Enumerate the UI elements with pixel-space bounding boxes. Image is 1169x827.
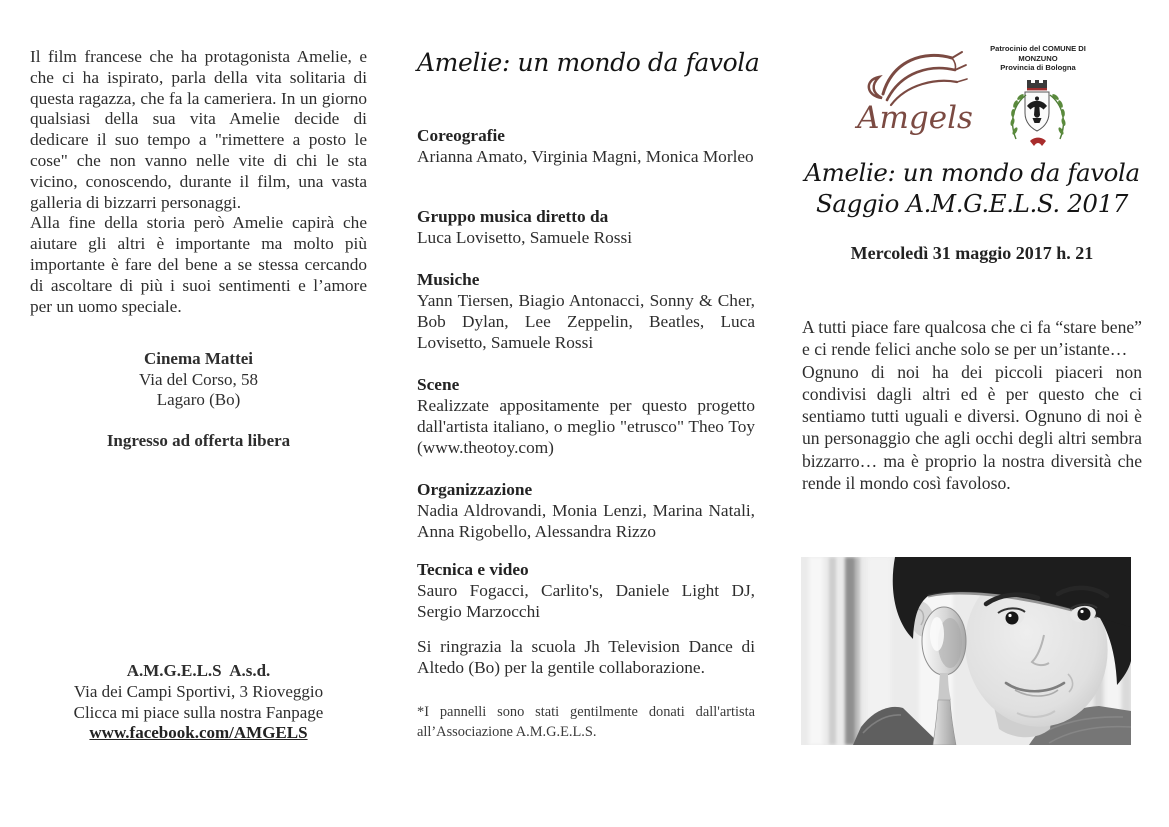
amgels-wing-icon: [852, 44, 978, 140]
section-body: Luca Lovisetto, Samuele Rossi: [417, 228, 633, 247]
patronage-line1: Patrocinio del COMUNE DI MONZUNO: [990, 44, 1086, 63]
venue-address: Via del Corso, 58: [139, 369, 258, 389]
section-heading: Musiche: [417, 270, 480, 289]
section-body: Nadia Aldrovandi, Monia Lenzi, Marina Natali, Anna Rigobello, Alessandra Rizzo: [417, 501, 755, 541]
center-panel: [417, 0, 760, 827]
panels-footnote: *I pannelli sono stati gentilmente donati dall'artista all’Associazione A.M.G.E.L.S.: [417, 704, 755, 740]
credits-section-coreografie: [417, 125, 755, 167]
event-title-line1: Amelie: un mondo da favola: [804, 158, 1140, 187]
amgels-logo-text: Amgels: [857, 100, 973, 136]
facebook-link[interactable]: www.facebook.com/AMGELS: [89, 723, 308, 743]
event-title-block: [802, 157, 1142, 219]
monzuno-coat-of-arms-icon: [982, 75, 1094, 149]
section-body: Realizzate appositamente per questo progetto dall'artista italiano, o meglio "etrusco" Theo Toy (www.theotoy.com): [417, 396, 755, 457]
section-body: Sauro Fogacci, Carlito's, Daniele Light DJ, Sergio Marzocchi: [417, 581, 755, 621]
section-body: Arianna Amato, Virginia Magni, Monica Morleo: [417, 147, 754, 166]
section-heading: Coreografie: [417, 126, 505, 145]
venue-city: Lagaro (Bo): [156, 390, 241, 410]
event-title-line2: Saggio A.M.G.E.L.S. 2017: [816, 189, 1128, 218]
amelie-photo: [801, 557, 1131, 745]
theme-paragraph-1: A tutti piace fare qualcosa che ci fa “stare bene” e ci rende felici anche solo se per un’istante…: [802, 317, 1142, 360]
admission-note: Ingresso ad offerta libera: [106, 431, 291, 450]
patronage-block: [982, 44, 1094, 149]
thanks-note: Si ringrazia la scuola Jh Television Dance di Altedo (Bo) per la gentile collaborazione.: [417, 637, 755, 677]
association-address: Via dei Campi Sportivi, 3 Rioveggio: [73, 681, 324, 701]
right-panel: [802, 0, 1142, 827]
credits-section-tecnica: [417, 559, 755, 622]
association-footer: [30, 661, 367, 744]
amelie-spoon-photo-icon: [801, 557, 1131, 745]
synopsis-paragraph-2: Alla fine della storia però Amelie capirà che aiutare gli altri è importante ma molto più importante è fare del bene a se stessa cercando di ascoltare di più i suoi sentimenti e l’amore per un uomo speciale.: [30, 213, 367, 316]
venue-block: [30, 349, 367, 411]
fanpage-invite: Clicca mi piace sulla nostra Fanpage: [73, 702, 324, 722]
section-heading: Tecnica e video: [417, 560, 529, 579]
credits-section-organizzazione: [417, 479, 755, 542]
section-body: Yann Tiersen, Biagio Antonacci, Sonny & Cher, Bob Dylan, Lee Zeppelin, Beatles, Luca Lovisetto, Samuele Rossi: [417, 291, 755, 352]
credits-section-gruppo-musica: [417, 206, 755, 248]
program-title: Amelie: un mondo da favola: [417, 48, 760, 77]
section-heading: Scene: [417, 375, 460, 394]
event-date: Mercoledì 31 maggio 2017 h. 21: [850, 243, 1094, 263]
left-panel: [30, 0, 367, 827]
film-synopsis: [30, 47, 367, 317]
amgels-logo: [852, 44, 978, 140]
patronage-line2: Provincia di Bologna: [1000, 63, 1076, 72]
venue-name: Cinema Mattei: [143, 349, 254, 368]
section-heading: Organizzazione: [417, 480, 533, 499]
synopsis-paragraph-1: Il film francese che ha protagonista Amelie, e che ci ha ispirato, parla della vita solitaria di questa ragazza, che fa la cameriera. In un giorno qualsiasi della sua vita Amelie decide di dedicare il suo tempo a "rimettere a posto le cose" che non vanno nelle vite di chi le sta vicino, conoscendo, durante il film, una vasta galleria di bizzarri personaggi.: [30, 47, 367, 212]
section-heading: Gruppo musica diretto da: [417, 207, 609, 226]
association-name: A.M.G.E.L.S A.s.d.: [126, 661, 271, 680]
credits-section-musiche: [417, 269, 755, 353]
theme-paragraph-2: Ognuno di noi ha dei piccoli piaceri non condivisi dagli altri ed è per questo che ci sentiamo tutti uguali e diversi. Ognuno di noi è un personaggio che agli occhi degli altri sembra bizzarro… ma è proprio la nostra diversità che rende il mondo così favoloso.: [802, 361, 1142, 494]
theme-paragraph: [802, 316, 1142, 494]
credits-section-scene: [417, 374, 755, 458]
